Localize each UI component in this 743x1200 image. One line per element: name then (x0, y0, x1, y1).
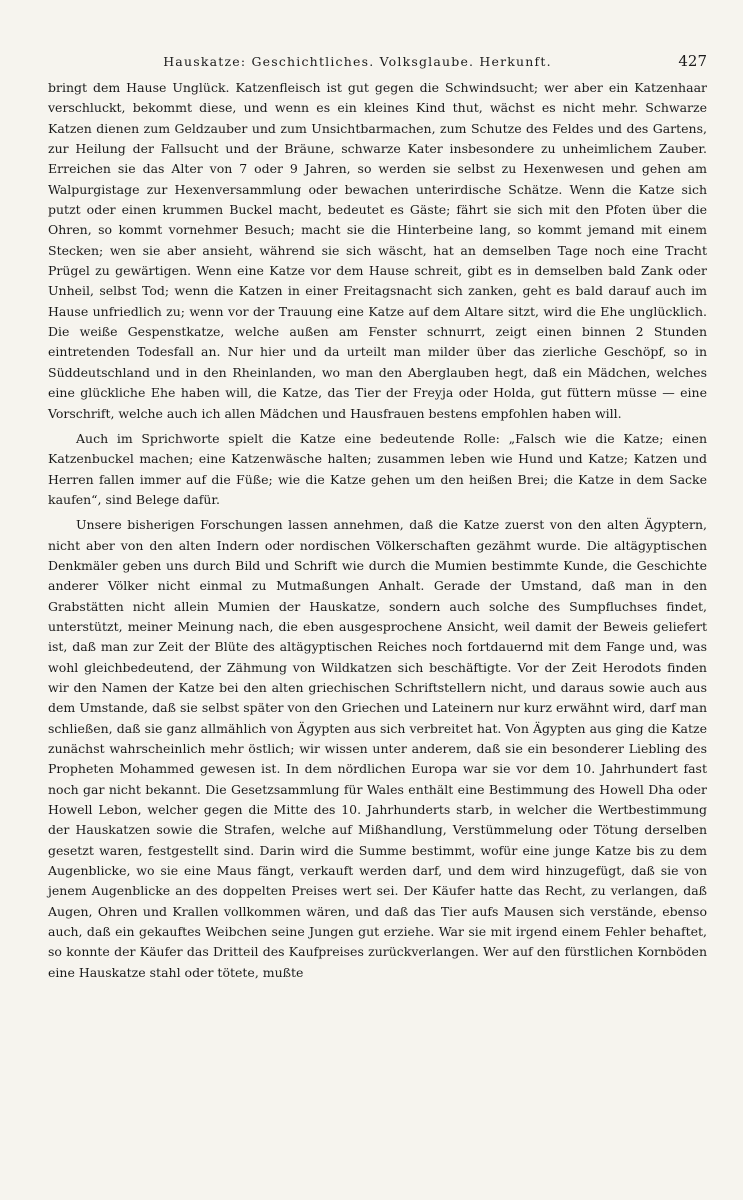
paragraph: Unsere bisherigen Forschungen lassen annehmen, daß die Katze zuerst von den alten Ägyptern, nicht aber von den alten Indern oder nordischen Völkerschaften gezähmt wurde. Die altägyptischen Denkmäler geben uns durch Bild und Schrift wie durch die Mumien bestimmte Kunde, die Geschichte anderer Völker nicht einmal zu Mutmaßungen Anhalt. Gerade der Umstand, daß man in den Grabstätten nicht allein Mumien der Hauskatze, sondern auch solche des Sumpfluchses findet, unterstützt, meiner Meinung nach, die eben ausgesprochene Ansicht, weil damit der Beweis geliefert ist, daß man zur Zeit der Blüte des altägyptischen Reiches noch fortdauernd mit dem Fange und, was wohl gleichbedeutend, der Zähmung von Wildkatzen sich beschäftigte. Vor der Zeit Herodots finden wir den Namen der Katze bei den alten griechischen Schriftstellern nicht, und daraus sowie auch aus dem Umstande, daß sie selbst später von den Griechen und Lateinern nur kurz erwähnt wird, darf man schließen, daß sie ganz allmählich von Ägypten aus sich verbreitet hat. Von Ägypten aus ging die Katze zunächst wahrscheinlich mehr östlich; wir wissen unter anderem, daß sie ein besonderer Liebling des Propheten Mohammed gewesen ist. In dem nördlichen Europa war sie vor dem 10. Jahrhundert fast noch gar nicht bekannt. Die Gesetzsammlung für Wales enthält eine Bestimmung des Howell Dha oder Howell Lebon, welcher gegen die Mitte des 10. Jahrhunderts starb, in welcher die Wertbestimmung der Hauskatzen sowie die Strafen, welche auf Mißhandlung, Verstümmelung oder Tötung derselben gesetzt waren, festgestellt sind. Darin wird die Summe bestimmt, wofür eine junge Katze bis zu dem Augenblicke, wo sie eine Maus fängt, verkauft werden darf, und dem wird hinzugefügt, daß sie von jenem Augenblicke an des doppelten Preises wert sei. Der Käufer hatte das Recht, zu verlangen, daß Augen, Ohren und Krallen vollkommen wären, und daß das Tier aufs Mausen sich verstände, ebenso auch, daß ein gekauftes Weibchen seine Jungen gut erziehe. War sie mit irgend einem Fehler behaftet, so konnte der Käufer das Dritteil des Kaufpreises zurückverlangen. Wer auf den fürstlichen Kornböden eine Hauskatze stahl oder tötete, mußte (48, 517, 707, 980)
paragraph: Auch im Sprichworte spielt die Katze eine bedeutende Rolle: „Falsch wie die Katze; einen Katzenbuckel machen; eine Katzenwäsche halten; zusammen leben wie Hund und Katze; Katzen und Herren fallen immer auf die Füße; wie die Katze gehen um den heißen Brei; die Katze in dem Sacke kaufen“, sind Belege dafür. (48, 430, 707, 507)
paragraph: bringt dem Hause Unglück. Katzenfleisch ist gut gegen die Schwindsucht; wer aber ein Katzenhaar verschluckt, bekommt diese, und wenn es ein kleines Kind thut, wächst es nicht mehr. Schwarze Katzen dienen zum Geldzauber und zum Unsichtbarmachen, zum Schutze des Feldes und des Gartens, zur Heilung der Fallsucht und der Bräune, schwarze Kater insbesondere zu unheimlichem Zauber. Erreichen sie das Alter von 7 oder 9 Jahren, so werden sie selbst zu Hexenwesen und gehen am Walpurgistage zur Hexenversammlung oder bewachen unterirdische Schätze. Wenn die Katze sich putzt oder einen krummen Buckel macht, bedeutet es Gäste; fährt sie sich mit den Pfoten über die Ohren, so kommt vornehmer Besuch; macht sie die Hinterbeine lang, so kommt jemand mit einem Stecken; wen sie aber ansieht, während sie sich wäscht, hat an demselben Tage noch eine Tracht Prügel zu gewärtigen. Wenn eine Katze vor dem Hause schreit, gibt es in demselben bald Zank oder Unheil, selbst Tod; wenn die Katzen in einer Freitagsnacht sich zanken, geht es bald darauf auch im Hause unfriedlich zu; wenn vor der Trauung eine Katze auf dem Altare sitzt, wird die Ehe unglücklich. Die weiße Gespenstkatze, welche außen am Fenster schnurrt, zeigt einen binnen 2 Stunden eintretenden Todesfall an. Nur hier und da urteilt man milder über das zierliche Geschöpf, so in Süddeutschland und in den Rheinlanden, wo man den Aberglauben hegt, daß ein Mädchen, welches eine glückliche Ehe haben will, die Katze, das Tier der Freyja oder Holda, gut füttern müsse — eine Vorschrift, welche auch ich allen Mädchen und Hausfrauen bestens empfohlen haben will. (48, 80, 707, 421)
body-text (48, 78, 707, 983)
running-head: Hauskatze: Geschichtliches. Volksglaube. Herkunft. (163, 54, 552, 69)
page-number: 427 (678, 52, 707, 70)
page-header (48, 52, 707, 70)
